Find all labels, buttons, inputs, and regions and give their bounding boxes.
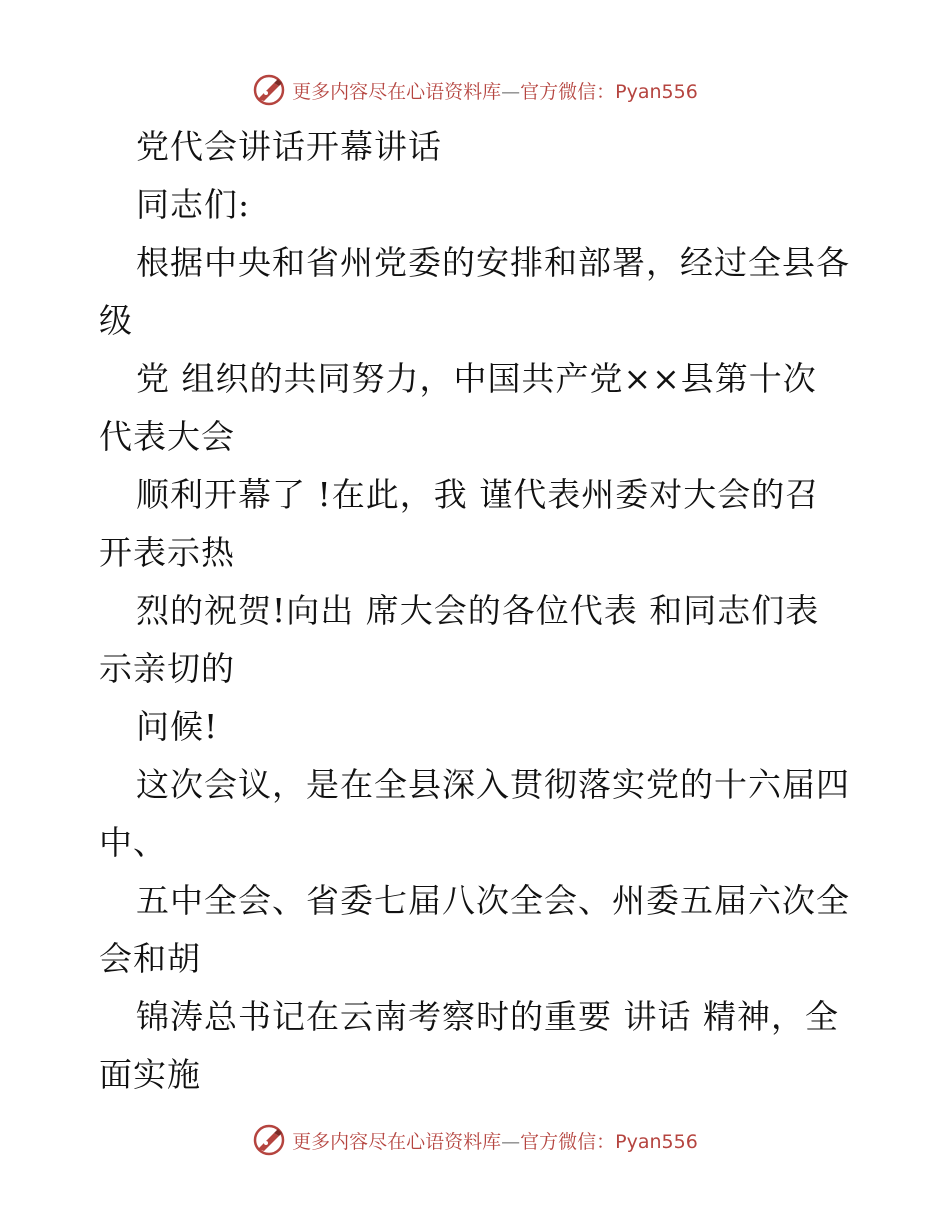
header-banner-separator: — bbox=[501, 80, 521, 103]
doc-line: 面实施 bbox=[99, 1055, 201, 1094]
doc-line: 会和胡 bbox=[99, 939, 201, 978]
header-banner-inner bbox=[252, 73, 698, 107]
footer-banner-suffix: 官方微信：Pyan556 bbox=[520, 1130, 698, 1153]
pen-logo-icon bbox=[252, 73, 286, 107]
document-body bbox=[99, 118, 859, 1104]
doc-line: 开表示热 bbox=[99, 533, 235, 572]
doc-salutation: 同志们: bbox=[136, 185, 251, 224]
footer-banner-main: 更多内容尽在心语资料库 bbox=[292, 1130, 502, 1153]
header-banner-text bbox=[292, 77, 698, 104]
doc-title: 党代会讲话开幕讲话 bbox=[136, 127, 442, 166]
doc-line: 顺利开幕了 !在此，我 谨代表州委对大会的召 bbox=[136, 475, 820, 514]
header-banner-suffix: 官方微信：Pyan556 bbox=[520, 80, 698, 103]
doc-line: 五中全会、省委七届八次全会、州委五届六次全 bbox=[136, 881, 850, 920]
header-banner-main: 更多内容尽在心语资料库 bbox=[292, 80, 502, 103]
doc-line: 中、 bbox=[99, 823, 167, 862]
footer-banner-inner bbox=[252, 1123, 698, 1157]
doc-line: 锦涛总书记在云南考察时的重要 讲话 精神，全 bbox=[136, 997, 839, 1036]
footer-banner-text bbox=[292, 1127, 698, 1154]
doc-line: 根据中央和省州党委的安排和部署，经过全县各 bbox=[136, 243, 850, 282]
doc-line: 党 组织的共同努力，中国共产党××县第十次 bbox=[136, 359, 817, 398]
doc-line: 这次会议，是在全县深入贯彻落实党的十六届四 bbox=[136, 765, 850, 804]
doc-line: 级 bbox=[99, 301, 133, 340]
footer-banner bbox=[0, 1120, 950, 1160]
footer-banner-separator: — bbox=[501, 1130, 521, 1153]
doc-line: 烈的祝贺!向出 席大会的各位代表 和同志们表 bbox=[136, 591, 820, 630]
header-banner bbox=[0, 70, 950, 110]
pen-logo-icon bbox=[252, 1123, 286, 1157]
doc-line: 问候! bbox=[136, 707, 219, 746]
doc-line: 示亲切的 bbox=[99, 649, 235, 688]
doc-line: 代表大会 bbox=[99, 417, 235, 456]
